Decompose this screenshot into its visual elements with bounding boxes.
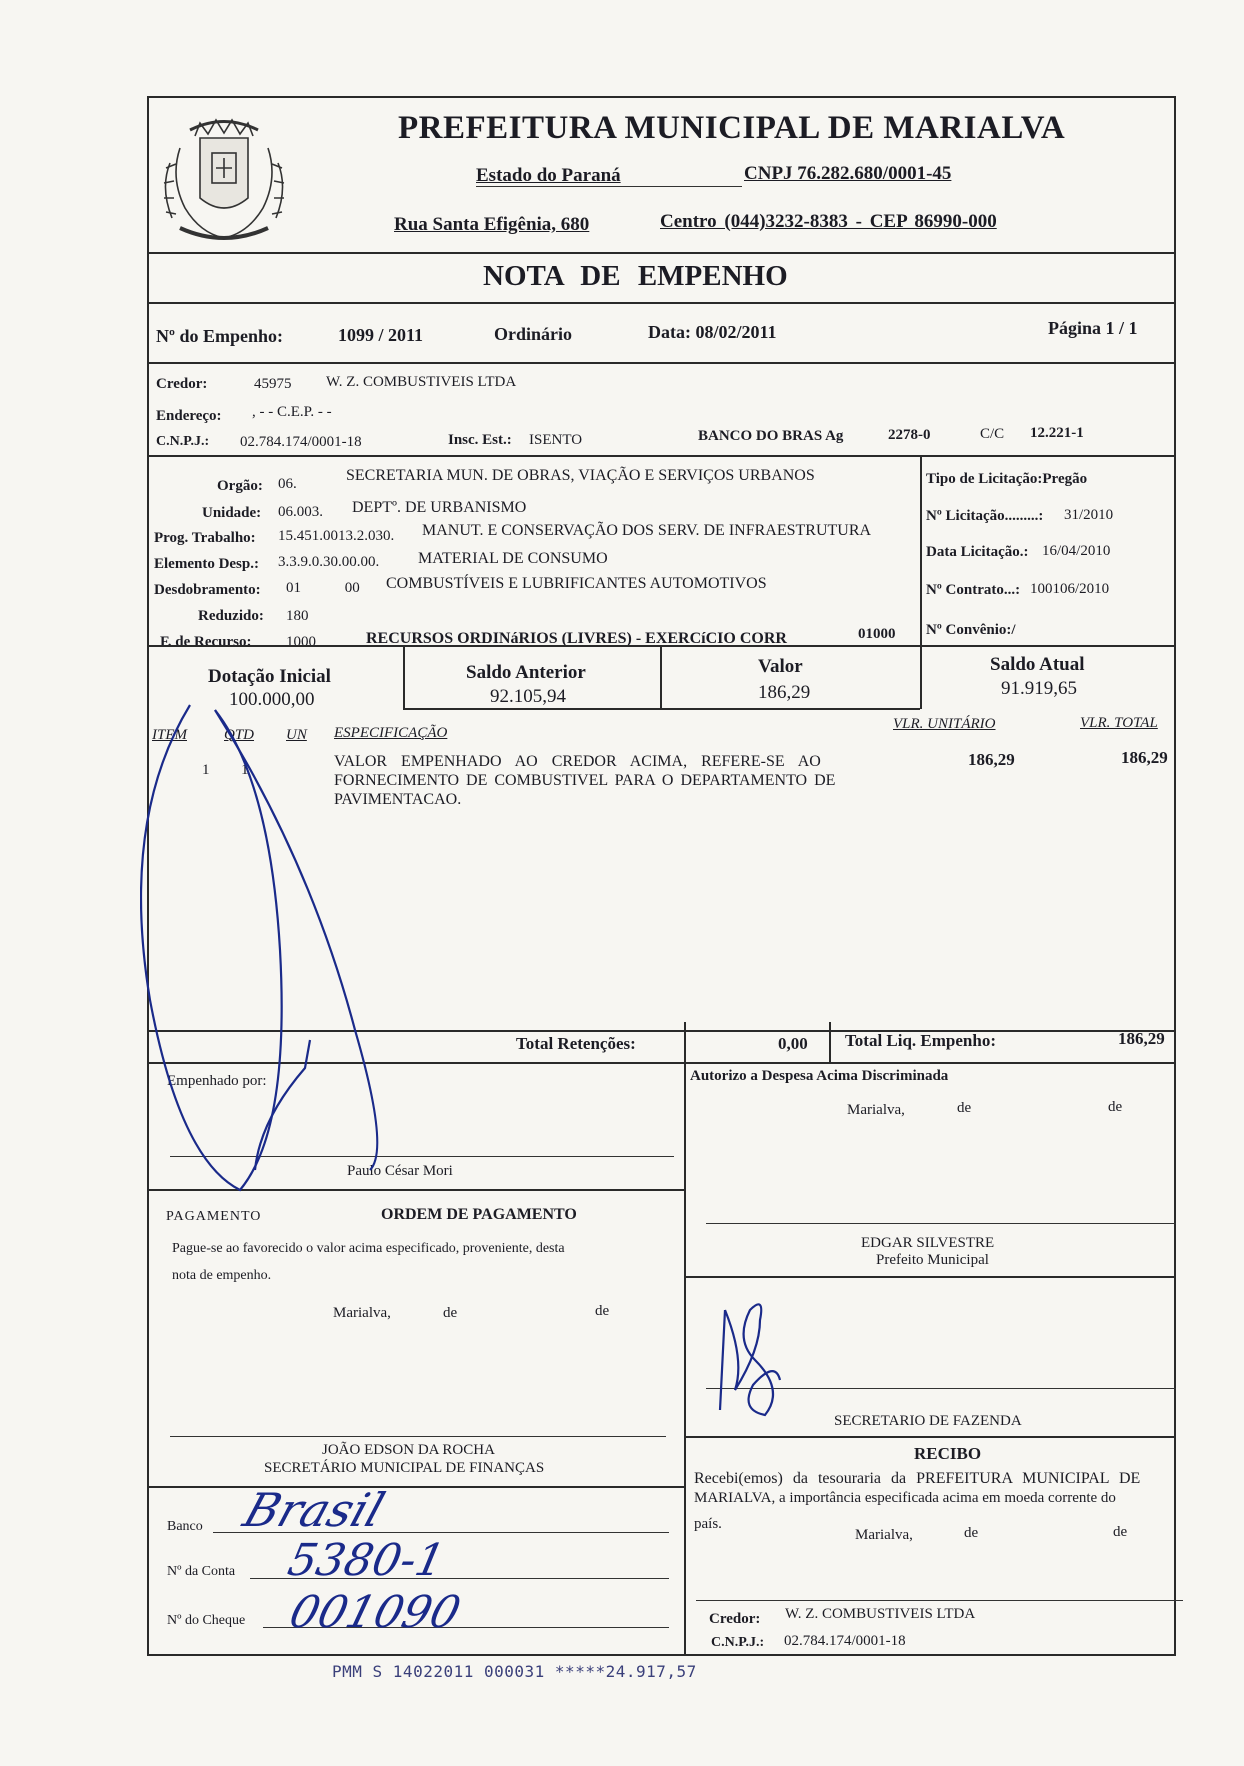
autorizo-label: Autorizo a Despesa Acima Discriminada — [690, 1068, 949, 1084]
signature-empenhado — [140, 700, 440, 1200]
dotacao-label: Dotação Inicial — [208, 666, 331, 687]
empenhado-label: Empenhado por: — [167, 1073, 267, 1089]
elem-desc: MATERIAL DE CONSUMO — [418, 550, 608, 567]
licitacao-data-label: Data Licitação.: — [926, 544, 1029, 560]
row-qtd: 1 — [241, 762, 249, 778]
lower-divider — [684, 1062, 686, 1656]
recurso-code: 1000 — [286, 634, 316, 650]
pagamento-text-1: Pague-se ao favorecido o valor acima especificado, proveniente, desta — [172, 1241, 565, 1256]
endereco-value: , - - C.E.P. - - — [252, 404, 332, 420]
col-unit: VLR. UNITÁRIO — [893, 716, 996, 732]
elem-code: 3.3.9.0.30.00.00. — [278, 554, 380, 570]
divider — [403, 708, 920, 710]
saldo-divider — [920, 645, 922, 709]
cc-label: C/C — [980, 426, 1005, 442]
header-address-rest: Centro (044)3232-8383 - CEP 86990-000 — [660, 211, 997, 232]
divider — [684, 1276, 1176, 1278]
payment-stamp: PMM S 14022011 000031 *****24.917,57 — [332, 1662, 697, 1681]
conta-handwritten: 5380-1 — [283, 1535, 450, 1586]
signature-secretario-fazenda — [705, 1290, 815, 1420]
header-address: Rua Santa Efigênia, 680 — [394, 214, 590, 235]
financas-name: JOÃO EDSON DA ROCHA — [322, 1442, 495, 1458]
autorizo-de2: de — [1108, 1099, 1123, 1115]
totals-divider — [684, 1022, 686, 1062]
anterior-label: Saldo Anterior — [466, 662, 586, 683]
bank-name: BANCO DO BRAS Ag — [698, 428, 844, 444]
insc-value: ISENTO — [529, 432, 583, 448]
recibo-place: Marialva, — [855, 1527, 913, 1543]
desd-label: Desdobramento: — [154, 582, 261, 598]
licitacao-numero: 31/2010 — [1064, 507, 1114, 523]
liq-label: Total Liq. Empenho: — [845, 1031, 996, 1050]
recibo-credor-label: Credor: — [709, 1611, 761, 1627]
col-espec: ESPECIFICAÇÃO — [334, 725, 448, 741]
endereco-label: Endereço: — [156, 408, 222, 424]
signature-line — [696, 1600, 1183, 1601]
retencoes-label: Total Retenções: — [516, 1034, 636, 1053]
cheque-label: Nº do Cheque — [167, 1613, 246, 1628]
contrato-value: 100106/2010 — [1030, 581, 1110, 597]
retencoes-value: 0,00 — [778, 1034, 808, 1053]
divider — [147, 252, 1176, 254]
recibo-text-3: país. — [694, 1516, 722, 1532]
secretario-fazenda: SECRETARIO DE FAZENDA — [834, 1413, 1022, 1429]
autorizo-de1: de — [957, 1100, 972, 1116]
divider — [684, 1436, 1176, 1438]
cheque-handwritten: 001090 — [284, 1587, 466, 1638]
empenho-type: Ordinário — [494, 324, 573, 344]
unidade-code: 06.003. — [278, 504, 323, 520]
contrato-label: Nº Contrato...: — [926, 582, 1021, 598]
credor-cnpj-label: C.N.P.J.: — [156, 434, 210, 449]
signature-line — [170, 1436, 666, 1437]
pagamento-de1: de — [443, 1305, 458, 1321]
row-item: 1 — [202, 762, 210, 778]
divider — [147, 302, 1176, 304]
recibo-de1: de — [964, 1525, 979, 1541]
row-espec-3: PAVIMENTACAO. — [334, 791, 462, 808]
licitacao-tipo: Tipo de Licitação:Pregão — [926, 471, 1088, 487]
prog-desc: MANUT. E CONSERVAÇÃO DOS SERV. DE INFRAESTRUTURA — [422, 522, 872, 539]
row-espec-1: VALOR EMPENHADO AO CREDOR ACIMA, REFERE-SE AO — [334, 753, 821, 770]
credor-label: Credor: — [156, 376, 208, 392]
prog-label: Prog. Trabalho: — [154, 530, 256, 546]
banco-handwritten: Brasil — [237, 1483, 392, 1537]
signature-line — [706, 1223, 1176, 1224]
pagamento-de2: de — [595, 1303, 610, 1319]
reduzido-label: Reduzido: — [198, 608, 264, 624]
pagamento-label: PAGAMENTO — [166, 1209, 262, 1224]
col-qtd: QTD — [224, 727, 255, 743]
unidade-label: Unidade: — [202, 505, 262, 521]
banco-label: Banco — [167, 1519, 203, 1534]
empenho-page: Página 1 / 1 — [1048, 318, 1138, 338]
empenhado-name: Paulo César Mori — [347, 1163, 453, 1179]
desd-desc: COMBUSTÍVEIS E LUBRIFICANTES AUTOMOTIVOS — [386, 575, 767, 592]
reduzido-value: 180 — [286, 608, 309, 624]
empenho-number: 1099 / 2011 — [338, 325, 424, 345]
coat-of-arms-logo — [150, 108, 298, 256]
col-un: UN — [286, 727, 307, 743]
recibo-cnpj-label: C.N.P.J.: — [711, 1635, 765, 1650]
conta-label: Nº da Conta — [167, 1564, 236, 1579]
recurso-desc: RECURSOS ORDINáRIOS (LIVRES) - EXERCíCIO CORR — [366, 630, 787, 647]
header-title: PREFEITURA MUNICIPAL DE MARIALVA — [398, 110, 1066, 146]
doc-title: NOTA DE EMPENHO — [483, 260, 788, 292]
header-cnpj: CNPJ 76.282.680/0001-45 — [744, 163, 952, 184]
row-unit: 186,29 — [968, 750, 1015, 769]
recibo-credor: W. Z. COMBUSTIVEIS LTDA — [785, 1606, 976, 1622]
anterior-value: 92.105,94 — [490, 686, 566, 707]
col-item: ITEM — [152, 727, 187, 743]
saldo-divider — [660, 645, 662, 709]
liq-value: 186,29 — [1118, 1029, 1165, 1048]
recibo-text-1: Recebi(emos) da tesouraria da PREFEITURA MUNICIPAL DE — [694, 1470, 1141, 1487]
recibo-text-2: MARIALVA, a importância especificada acima em moeda corrente do — [694, 1490, 1116, 1506]
orgao-code: 06. — [278, 476, 297, 492]
financas-role: SECRETÁRIO MUNICIPAL DE FINANÇAS — [264, 1460, 545, 1476]
recurso-number: 01000 — [858, 626, 896, 642]
divider — [147, 455, 1176, 457]
autorizo-place: Marialva, — [847, 1102, 905, 1118]
dotacao-value: 100.000,00 — [229, 689, 315, 710]
atual-value: 91.919,65 — [1001, 678, 1077, 699]
recibo-title: RECIBO — [914, 1444, 982, 1463]
empenho-number-label: Nº do Empenho: — [156, 326, 283, 346]
licitacao-divider — [920, 455, 922, 646]
prefeito-name: EDGAR SILVESTRE — [861, 1235, 995, 1251]
prog-code: 15.451.0013.2.030. — [278, 528, 395, 544]
recibo-cnpj: 02.784.174/0001-18 — [784, 1633, 906, 1649]
credor-cnpj: 02.784.174/0001-18 — [240, 434, 362, 450]
credor-code: 45975 — [254, 376, 292, 392]
pagamento-text-2: nota de empenho. — [172, 1268, 272, 1283]
row-espec-2: FORNECIMENTO DE COMBUSTIVEL PARA O DEPARTAMENTO DE — [334, 772, 836, 789]
atual-label: Saldo Atual — [990, 654, 1085, 675]
ordem-pagamento: ORDEM DE PAGAMENTO — [381, 1206, 577, 1223]
divider — [147, 1486, 684, 1488]
pagamento-place: Marialva, — [333, 1305, 391, 1321]
empenho-date: Data: 08/02/2011 — [648, 322, 777, 342]
recibo-de2: de — [1113, 1524, 1128, 1540]
state-underline-ext — [476, 186, 742, 187]
totals-divider — [829, 1022, 831, 1062]
row-total: 186,29 — [1121, 748, 1168, 767]
valor-value: 186,29 — [758, 682, 811, 703]
prefeito-role: Prefeito Municipal — [876, 1252, 989, 1268]
credor-name: W. Z. COMBUSTIVEIS LTDA — [326, 374, 517, 390]
licitacao-data: 16/04/2010 — [1042, 543, 1111, 559]
desd-code: 01 00 — [286, 580, 360, 596]
elem-label: Elemento Desp.: — [154, 556, 259, 572]
header-state: Estado do Paraná — [476, 165, 621, 186]
licitacao-numero-label: Nº Licitação.........: — [926, 508, 1044, 524]
orgao-desc: SECRETARIA MUN. DE OBRAS, VIAÇÃO E SERVIÇOS URBANOS — [346, 467, 815, 484]
cc-value: 12.221-1 — [1030, 425, 1084, 441]
col-total: VLR. TOTAL — [1080, 715, 1158, 731]
divider — [147, 362, 1176, 364]
valor-label: Valor — [758, 656, 803, 677]
recurso-label: F. de Recurso: — [160, 634, 252, 650]
insc-label: Insc. Est.: — [448, 432, 512, 448]
bank-agency: 2278-0 — [888, 427, 931, 443]
convenio-label: Nº Convênio:/ — [926, 622, 1016, 638]
orgao-label: Orgão: — [217, 478, 263, 494]
unidade-desc: DEPTº. DE URBANISMO — [352, 499, 527, 516]
